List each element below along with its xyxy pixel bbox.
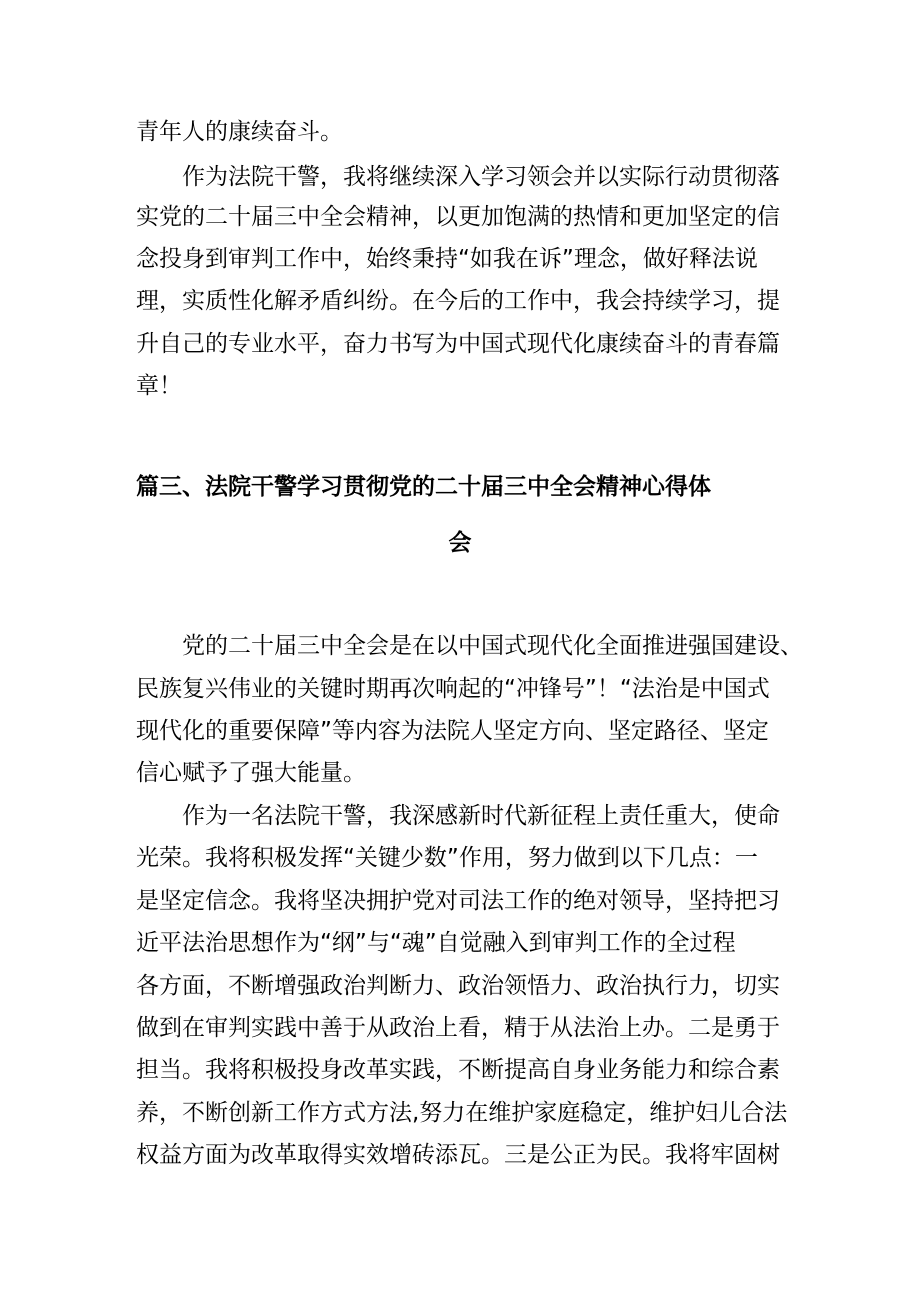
paragraph-line: 担当。我将积极投身改革实践，不断提高自身业务能力和综合素 (136, 1057, 780, 1083)
paragraph-line: 养，不断创新工作方式方法,努力在维护家庭稳定，维护妇儿合法 (136, 1100, 788, 1126)
paragraph-line: 作为一名法院干警，我深感新时代新征程上责任重大，使命 (182, 803, 780, 829)
section-heading-continued: 会 (448, 530, 472, 556)
paragraph-line: 实党的二十届三中全会精神，以更加饱满的热情和更加坚定的信 (136, 204, 780, 230)
paragraph-line: 是坚定信念。我将坚决拥护党对司法工作的绝对领导，坚持把习 (136, 888, 780, 914)
paragraph-line: 权益方面为改革取得实效增砖添瓦。三是公正为民。我将牢固树 (136, 1142, 780, 1168)
paragraph-line: 各方面，不断增强政治判断力、政治领悟力、政治执行力，切实 (136, 973, 780, 999)
paragraph-line: 现代化的重要保障”等内容为法院人坚定方向、坚定路径、坚定 (136, 718, 769, 744)
section-heading: 篇三、法院干警学习贯彻党的二十届三中全会精神心得体 (136, 474, 711, 500)
paragraph-line: 近平法治思想作为“纲”与“魂”自觉融入到审判工作的全过程 (136, 930, 736, 956)
paragraph-line: 理，实质性化解矛盾纠纷。在今后的工作中，我会持续学习，提 (136, 288, 780, 314)
paragraph-line: 信心赋予了强大能量。 (136, 760, 366, 786)
paragraph-line: 民族复兴伟业的关键时期再次响起的“冲锋号”！“法治是中国式 (136, 676, 770, 702)
paragraph-line: 升自己的专业水平，奋力书写为中国式现代化康续奋斗的青春篇 (136, 331, 780, 357)
paragraph-line: 作为法院干警，我将继续深入学习领会并以实际行动贯彻落 (182, 164, 780, 190)
paragraph-line: 光荣。我将积极发挥“关键少数”作用，努力做到以下几点：一 (136, 845, 758, 871)
paragraph-line: 做到在审判实践中善于从政治上看，精于从法治上办。二是勇于 (136, 1015, 780, 1041)
paragraph-line: 章！ (136, 373, 182, 399)
paragraph-line: 党的二十届三中全会是在以中国式现代化全面推进强国建设、 (182, 633, 803, 659)
paragraph-line: 青年人的康续奋斗。 (136, 119, 343, 145)
paragraph-line: 念投身到审判工作中，始终秉持“如我在诉”理念，做好释法说 (136, 246, 758, 272)
